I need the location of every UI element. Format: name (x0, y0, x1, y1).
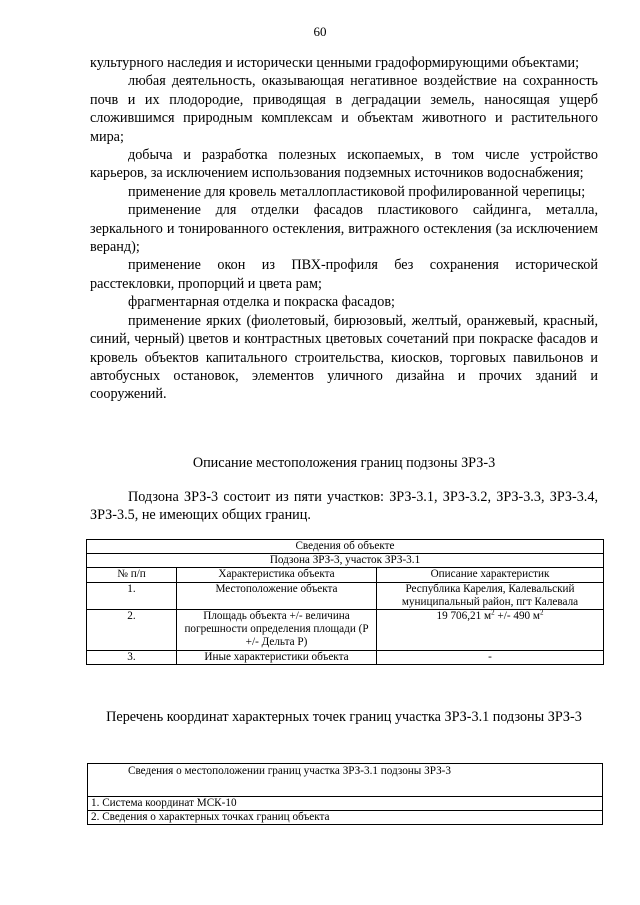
table-row (88, 811, 603, 825)
table-cell: 2. (87, 610, 177, 651)
paragraph: любая деятельность, оказывающая негативное воздействие на сохранность почв и их плодородие, приводящая в деградации земель, наносящая ущерб сложившимся природным комплексам и объектам животного и растительного мира; (90, 73, 598, 145)
area-value: 19 706,21 м (436, 610, 492, 623)
unit-superscript: 2 (540, 608, 544, 617)
paragraph: добыча и разработка полезных ископаемых, в том числе устройство карьеров, за исключением использования подземных источников водоснабжения; (90, 147, 598, 182)
body-text (90, 54, 598, 404)
table-row (87, 650, 604, 664)
section-heading: Перечень координат характерных точек границ участка ЗРЗ-3.1 подзоны ЗРЗ-3 (106, 709, 582, 725)
section-heading: Описание местоположения границ подзоны ЗРЗ-3 (192, 455, 496, 471)
object-info-table (86, 539, 604, 665)
paragraph: фрагментарная отделка и покраска фасадов; (128, 294, 395, 311)
table-title: Сведения о местоположении границ участка ЗРЗ-3.1 подзоны ЗРЗ-3 (88, 764, 603, 797)
table-cell: Республика Карелия, Калевальский муниципальный район, пгт Калевала (377, 582, 604, 609)
table-cell: Иные характеристики объекта (177, 650, 377, 664)
table-cell: 2. Сведения о характерных точках границ объекта (88, 811, 603, 825)
table-subtitle: Подзона ЗРЗ-3, участок ЗРЗ-3.1 (87, 554, 604, 568)
table-row (87, 610, 604, 651)
paragraph: применение для кровель металлопластиковой профилированной черепицы; (128, 183, 586, 200)
table-title: Сведения об объекте (87, 540, 604, 554)
table-cell: Местоположение объекта (177, 582, 377, 609)
area-tolerance: +/- 490 м (494, 610, 541, 623)
table-cell: Площадь объекта +/- величина погрешности определения площади (Р +/- Дельта Р) (177, 610, 377, 651)
table-cell (377, 610, 604, 651)
table-cell: 1. Система координат МСК-10 (88, 797, 603, 811)
column-header: № п/п (87, 568, 177, 582)
paragraph: применение окон из ПВХ-профиля без сохранения исторической расстекловки, пропорций и цвета рам; (90, 257, 598, 292)
paragraph: применение ярких (фиолетовый, бирюзовый, желтый, оранжевый, красный, синий, черный) цветов и контрастных цветовых сочетаний при покраске фасадов и кровель объектов капитального строительства, киосков, торговых павильонов и автобусных остановок, элементов уличного дизайна и прочих зданий и сооружений. (90, 312, 598, 403)
paragraph: Подзона ЗРЗ-3 состоит из пяти участков: ЗРЗ-3.1, ЗРЗ-3.2, ЗРЗ-3.3, ЗРЗ-3.4, ЗРЗ-3.5, не имеющих общих границ. (90, 489, 598, 524)
page-number: 60 (313, 24, 327, 39)
column-header: Характеристика объекта (177, 568, 377, 582)
table-header-row (87, 568, 604, 582)
table-cell: 1. (87, 582, 177, 609)
table-cell: - (377, 650, 604, 664)
paragraph: применение для отделки фасадов пластикового сайдинга, металла, зеркального и тонированного остекления, витражного остекления (за исключением веранд); (90, 202, 598, 256)
table-row (88, 797, 603, 811)
column-header: Описание характеристик (377, 568, 604, 582)
boundary-table (87, 763, 603, 825)
table-row (87, 582, 604, 609)
table-cell: 3. (87, 650, 177, 664)
unit-superscript: 2 (491, 608, 495, 617)
paragraph: культурного наследия и исторически ценными градоформирующими объектами; (90, 55, 580, 71)
